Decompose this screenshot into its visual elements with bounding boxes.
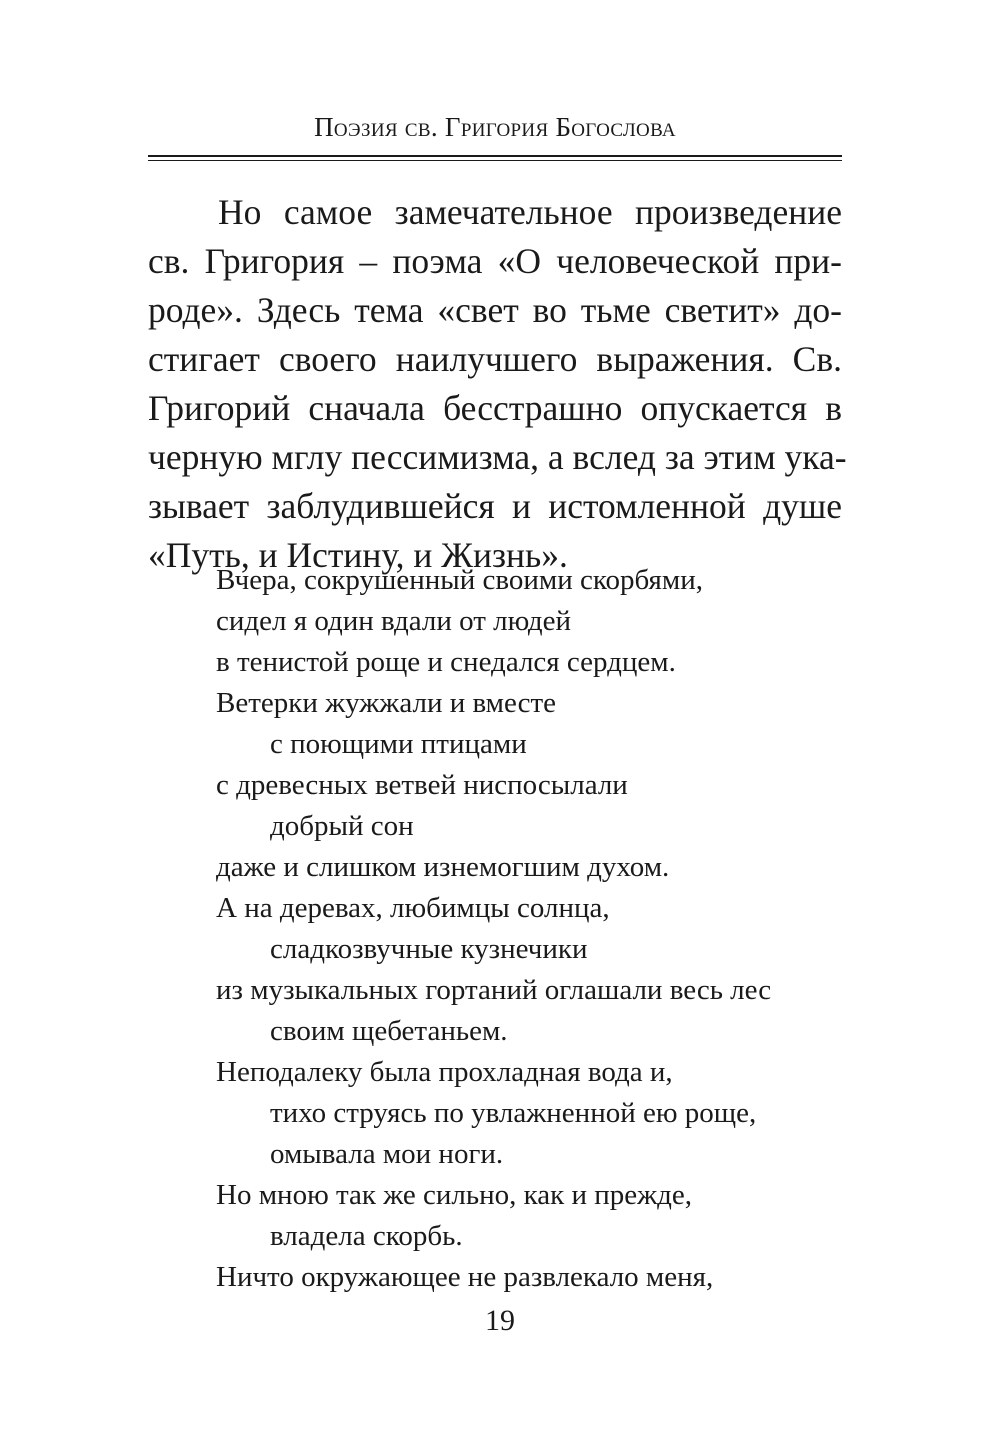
verse-line: своим щебетаньем. — [270, 1015, 508, 1047]
page-number: 19 — [485, 1304, 515, 1337]
verse-line: А на деревах, любимцы солнца, — [216, 892, 610, 924]
verse-line: омывала мои ноги. — [270, 1138, 504, 1170]
verse-line: тихо струясь по увлажненной ею роще, — [270, 1097, 757, 1129]
verse-line: с древесных ветвей ниспосылали — [216, 769, 628, 801]
prose-line: черную мглу пессимизма, а вслед за этим ука- — [148, 437, 847, 477]
verse-line: с поющими птицами — [270, 728, 527, 760]
prose-line: Но самое замечательное произведение — [218, 192, 842, 232]
verse-line: в тенистой роще и снедался сердцем. — [216, 646, 676, 678]
verse-line: владела скорбь. — [270, 1220, 463, 1252]
verse-line: из музыкальных гортаний оглашали весь лес — [216, 974, 772, 1006]
verse-line: Но мною так же сильно, как и прежде, — [216, 1179, 693, 1211]
verse-line: Неподалеку была прохладная вода и, — [216, 1056, 673, 1088]
prose-line: роде». Здесь тема «свет во тьме светит» до- — [148, 290, 842, 330]
verse-line: Ничто окружающее не развлекало меня, — [216, 1261, 714, 1293]
verse-line: даже и слишком изнемогшим духом. — [216, 851, 670, 883]
running-head-title: Поэзия св. Григория Богослова — [314, 112, 676, 142]
verse-line: добрый сон — [270, 810, 414, 842]
prose-paragraph — [148, 188, 847, 580]
prose-line: Григорий сначала бесстрашно опускается в — [148, 388, 842, 428]
prose-line: св. Григория – поэма «О человеческой при- — [148, 241, 842, 281]
verse-line: Вчера, сокрушенный своими скорбями, — [216, 564, 704, 596]
poem-excerpt — [216, 560, 856, 1298]
prose-line: «Путь, и Истину, и Жизнь». — [148, 535, 568, 575]
verse-line: сидел я один вдали от людей — [216, 605, 571, 637]
prose-line: стигает своего наилучшего выражения. Св. — [148, 339, 842, 379]
header-rule-thin — [148, 160, 842, 161]
verse-line: Ветерки жужжали и вместе — [216, 687, 557, 719]
prose-line: зывает заблудившейся и истомленной душе — [148, 486, 842, 526]
verse-line: сладкозвучные кузнечики — [270, 933, 588, 965]
header-rule-thick — [148, 155, 842, 157]
